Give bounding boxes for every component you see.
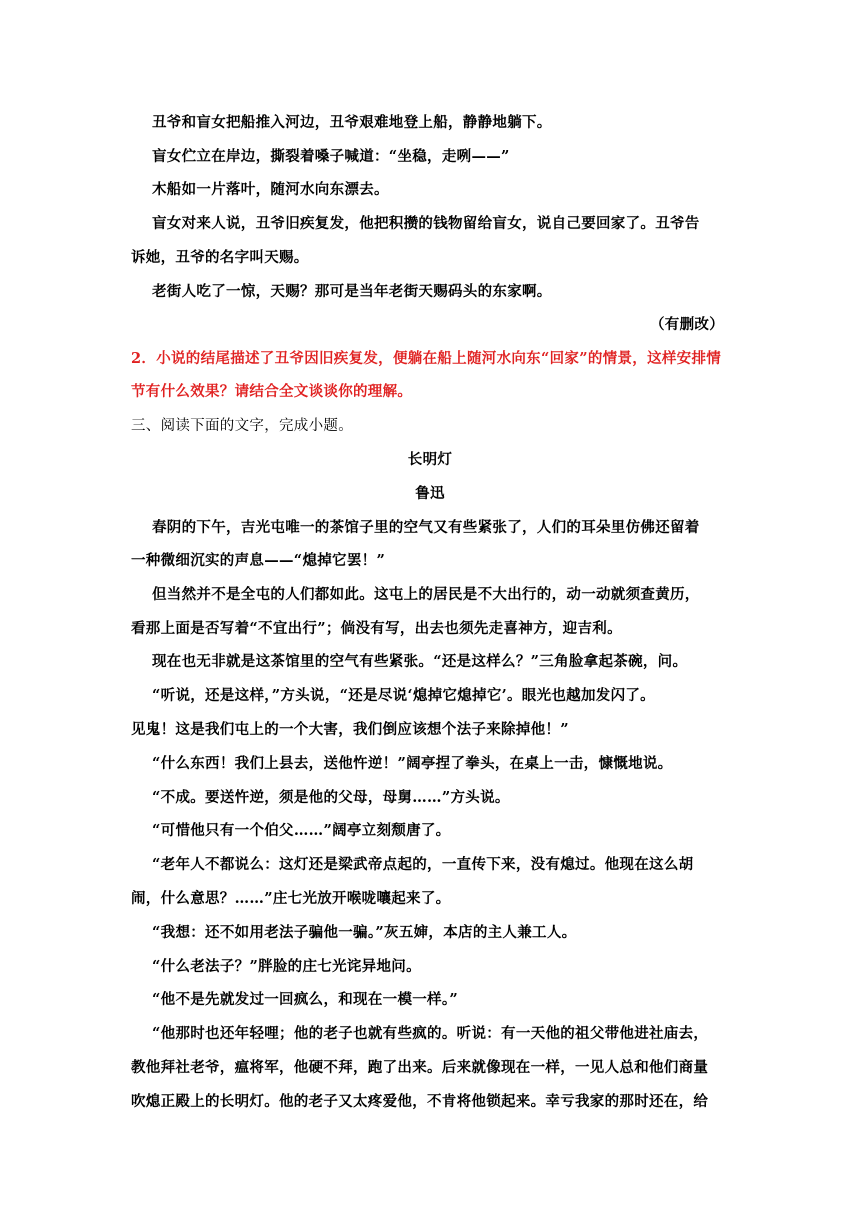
paragraph-line: 但当然并不是全屯的人们都如此。这屯上的居民是不大出行的，动一动就须查黄历， bbox=[152, 586, 700, 603]
paragraph-line: 春阴的下午，吉光屯唯一的茶馆子里的空气又有些紧张了，人们的耳朵里仿佛还留着 bbox=[152, 519, 700, 536]
article-title: 长明灯 bbox=[407, 451, 453, 468]
paragraph-line: 闹，什么意思？……”庄七光放开喉咙嚷起来了。 bbox=[131, 890, 451, 907]
paragraph-line: 见鬼！这是我们屯上的一个大害，我们倒应该想个法子来除掉他！” bbox=[131, 721, 569, 738]
paragraph-line: 吹熄正殿上的长明灯。他的老子又太疼爱他，不肯将他锁起来。幸亏我家的那时还在，给 bbox=[131, 1093, 709, 1110]
paragraph-line: “老年人不都说么：这灯还是梁武帝点起的，一直传下来，没有熄过。他现在这么胡 bbox=[152, 856, 694, 873]
paragraph-line: 丑爷和盲女把船推入河边，丑爷艰难地登上船，静静地躺下。 bbox=[152, 114, 552, 131]
paragraph-line: 老街人吃了一惊，天赐？那可是当年老街天赐码头的东家啊。 bbox=[152, 283, 552, 300]
source-note: （有删改） bbox=[650, 316, 724, 333]
paragraph-line: “什么东西！我们上县去，送他忤逆！”阔亭捏了拳头，在桌上一击，慷慨地说。 bbox=[152, 755, 673, 772]
question-line: 2．小说的结尾描述了丑爷因旧疾复发，便躺在船上随河水向东“回家”的情景，这样安排情 bbox=[131, 350, 722, 367]
paragraph-line: 诉她，丑爷的名字叫天赐。 bbox=[131, 249, 309, 266]
paragraph-line: “可惜他只有一个伯父……”阔亭立刻颓唐了。 bbox=[152, 822, 451, 839]
question-line: 节有什么效果？请结合全文谈谈你的理解。 bbox=[131, 383, 413, 400]
paragraph-line: 木船如一片落叶，随河水向东漂去。 bbox=[152, 181, 389, 198]
paragraph-line: 盲女伫立在岸边，撕裂着嗓子喊道：“坐稳，走咧——” bbox=[152, 148, 510, 165]
section-heading: 三、阅读下面的文字，完成小题。 bbox=[131, 418, 353, 434]
paragraph-line: “什么老法子？”胖脸的庄七光诧异地问。 bbox=[152, 958, 421, 975]
paragraph-line: “不成。要送忤逆，须是他的父母，母舅……”方头说。 bbox=[152, 789, 510, 806]
article-author: 鲁迅 bbox=[415, 485, 445, 502]
paragraph-line: “我想：还不如用老法子骗他一骗。”灰五婶，本店的主人兼工人。 bbox=[152, 924, 577, 941]
paragraph-line: “他不是先就发过一回疯么，和现在一模一样。” bbox=[152, 991, 459, 1008]
paragraph-line: 盲女对来人说，丑爷旧疾复发，他把积攒的钱物留给盲女，说自己要回家了。丑爷告 bbox=[152, 215, 700, 232]
paragraph-line: 一种微细沉实的声息——“熄掉它罢！” bbox=[131, 552, 386, 569]
paragraph-line: 教他拜社老爷，瘟将军，他硬不拜，跑了出来。后来就像现在一样，一见人总和他们商量 bbox=[131, 1059, 709, 1076]
paragraph-line: 现在也无非就是这茶馆里的空气有些紧张。“还是这样么？”三角脸拿起茶碗，问。 bbox=[152, 653, 688, 670]
paragraph-line: 看那上面是否写着“不宜出行”；倘没有写，出去也须先走喜神方，迎吉利。 bbox=[131, 620, 622, 637]
paragraph-line: “他那时也还年轻哩；他的老子也就有些疯的。听说：有一天他的祖父带他进社庙去， bbox=[152, 1025, 709, 1042]
paragraph-line: “听说，还是这样，”方头说，“还是尽说‘熄掉它熄掉它’。眼光也越加发闪了。 bbox=[152, 687, 655, 704]
